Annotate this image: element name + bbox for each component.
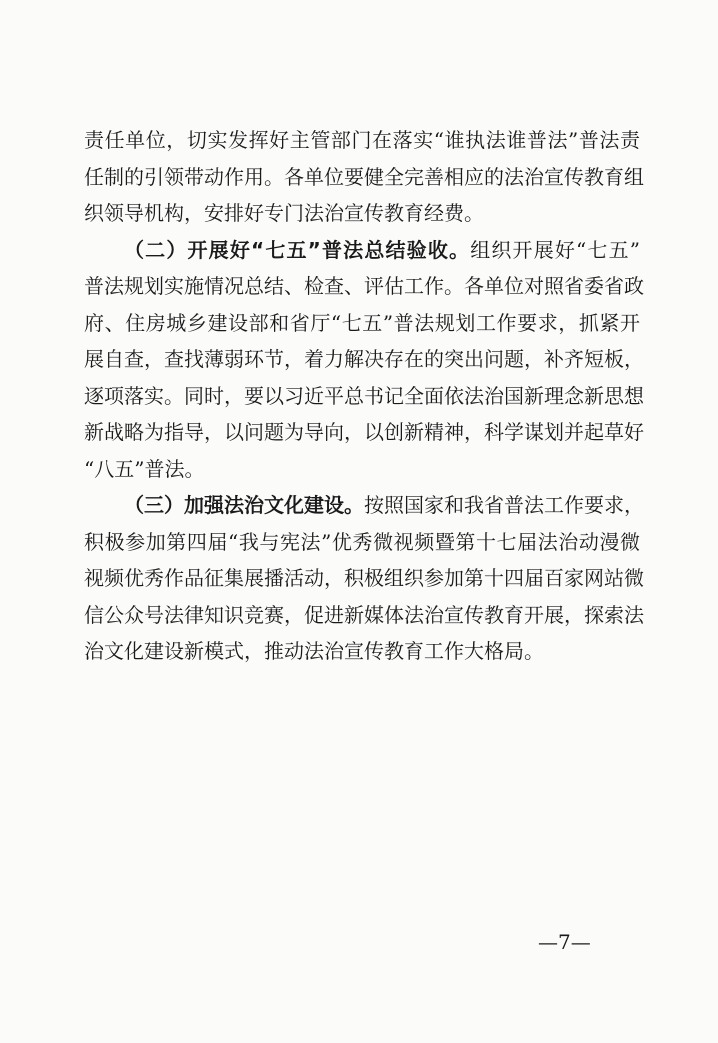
body-line: 普法规划实施情况总结、检查、评估工作。各单位对照省委省政	[84, 274, 644, 298]
body-line: 任制的引领带动作用。各单位要健全完善相应的法治宣传教育组	[84, 164, 644, 189]
body-line: 责任单位，切实发挥好主管部门在落实“谁执法谁普法”普法责	[84, 128, 640, 152]
body-line: “八五”普法。	[84, 456, 205, 481]
body-line: 积极参加第四届“我与宪法”优秀微视频暨第十七届法治动漫微	[84, 529, 640, 554]
body-line: 视频优秀作品征集展播活动，积极组织参加第十四届百家网站微	[84, 566, 644, 590]
section-heading-two: （二）开展好“七五”普法总结验收。	[124, 237, 471, 262]
body-line: 治文化建设新模式，推动法治宣传教育工作大格局。	[84, 639, 544, 663]
body-line: 信公众号法律知识竞赛，促进新媒体法治宣传教育开展，探索法	[84, 602, 644, 627]
section-three-first-line	[84, 487, 644, 524]
body-line: 逐项落实。同时，要以习近平总书记全面依法治国新理念新思想	[84, 383, 644, 408]
section-heading-three: （三）加强法治文化建设。	[124, 493, 364, 517]
body-line: 展自查，查找薄弱环节，着力解决存在的突出问题，补齐短板，	[84, 347, 644, 371]
body-line: 府、住房城乡建设部和省厅“七五”普法规划工作要求，抓紧开	[84, 310, 640, 335]
section-two-first-line	[84, 232, 640, 269]
body-line: 新战略为指导，以问题为导向，以创新精神，科学谋划并起草好	[84, 420, 644, 444]
document-body	[84, 122, 644, 670]
body-line: 织领导机构，安排好专门法治宣传教育经费。	[84, 201, 484, 225]
body-text-span: 组织开展好“七五”	[470, 237, 640, 262]
page-number: —7—	[538, 930, 591, 954]
body-text-span: 按照国家和我省普法工作要求，	[364, 493, 644, 517]
